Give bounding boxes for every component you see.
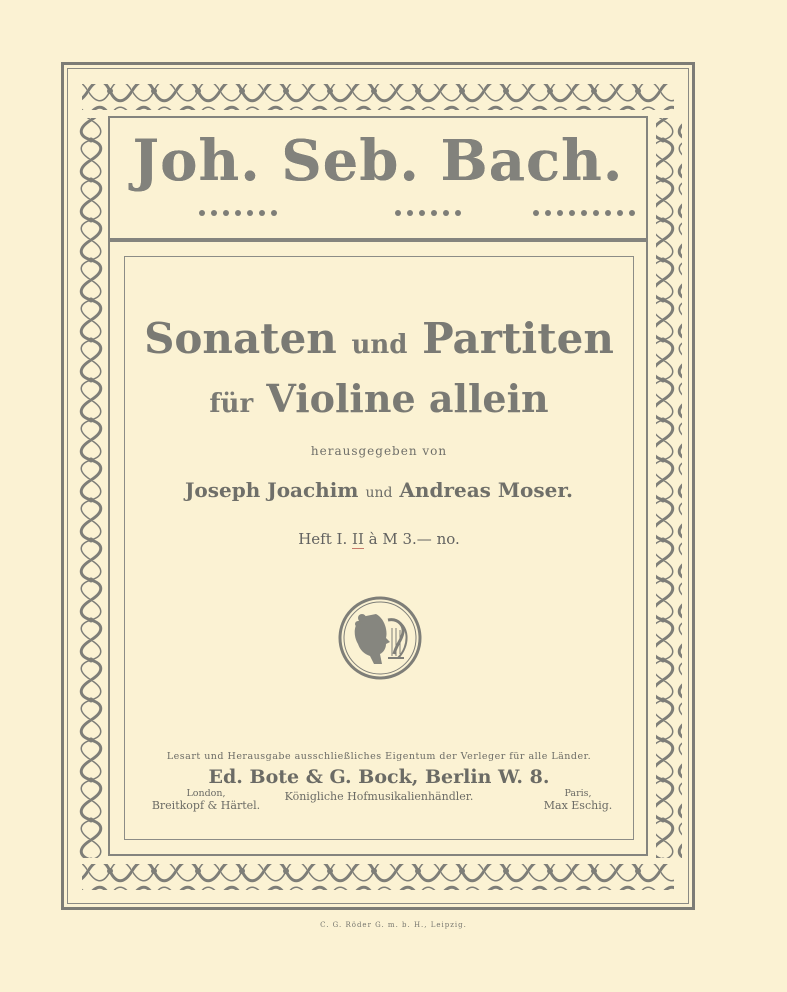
composer-name: Joh. Seb. Bach.	[132, 128, 624, 194]
publisher-appointment: Königliche Hofmusikalienhändler.	[284, 790, 474, 803]
heft-vol-2: II	[352, 530, 364, 548]
work-title-line-2	[124, 376, 634, 421]
editors-connector: und	[365, 485, 393, 501]
rights-notice: Lesart und Herausgabe ausschließliches Eigentum der Verleger für alle Länder.	[166, 751, 592, 762]
title-word-sonaten: Sonaten	[144, 314, 337, 363]
agent-paris	[508, 788, 648, 812]
printer-imprint: C. G. Röder G. m. b. H., Leipzig.	[320, 921, 467, 929]
lyre-muse-emblem-icon	[336, 594, 424, 682]
agent-london	[136, 788, 276, 812]
title-word-partiten: Partiten	[422, 314, 614, 363]
editors-line	[124, 478, 634, 502]
agent-paris-name: Max Eschig.	[543, 799, 613, 812]
editor-moser: Andreas Moser.	[399, 478, 574, 502]
work-title-line-1	[124, 314, 634, 363]
title-connector-und: und	[351, 330, 408, 360]
rosette-row-icon	[196, 206, 640, 220]
heft-price: à M 3.— no.	[368, 530, 460, 548]
title-violine-allein: Violine allein	[266, 376, 549, 421]
title-prefix-fur: für	[209, 389, 254, 419]
agent-london-name: Breitkopf & Härtel.	[151, 799, 261, 812]
agent-paris-city: Paris,	[564, 788, 592, 799]
heft-vol-1: I.	[336, 530, 348, 548]
agent-london-city: London,	[186, 788, 226, 799]
editor-joachim: Joseph Joachim	[184, 478, 359, 502]
editor-intro: herausgegeben von	[310, 444, 448, 458]
heft-label: Heft	[298, 530, 332, 548]
publisher-name: Ed. Bote & G. Bock, Berlin W. 8.	[208, 766, 550, 788]
heft-price-line	[124, 530, 634, 548]
